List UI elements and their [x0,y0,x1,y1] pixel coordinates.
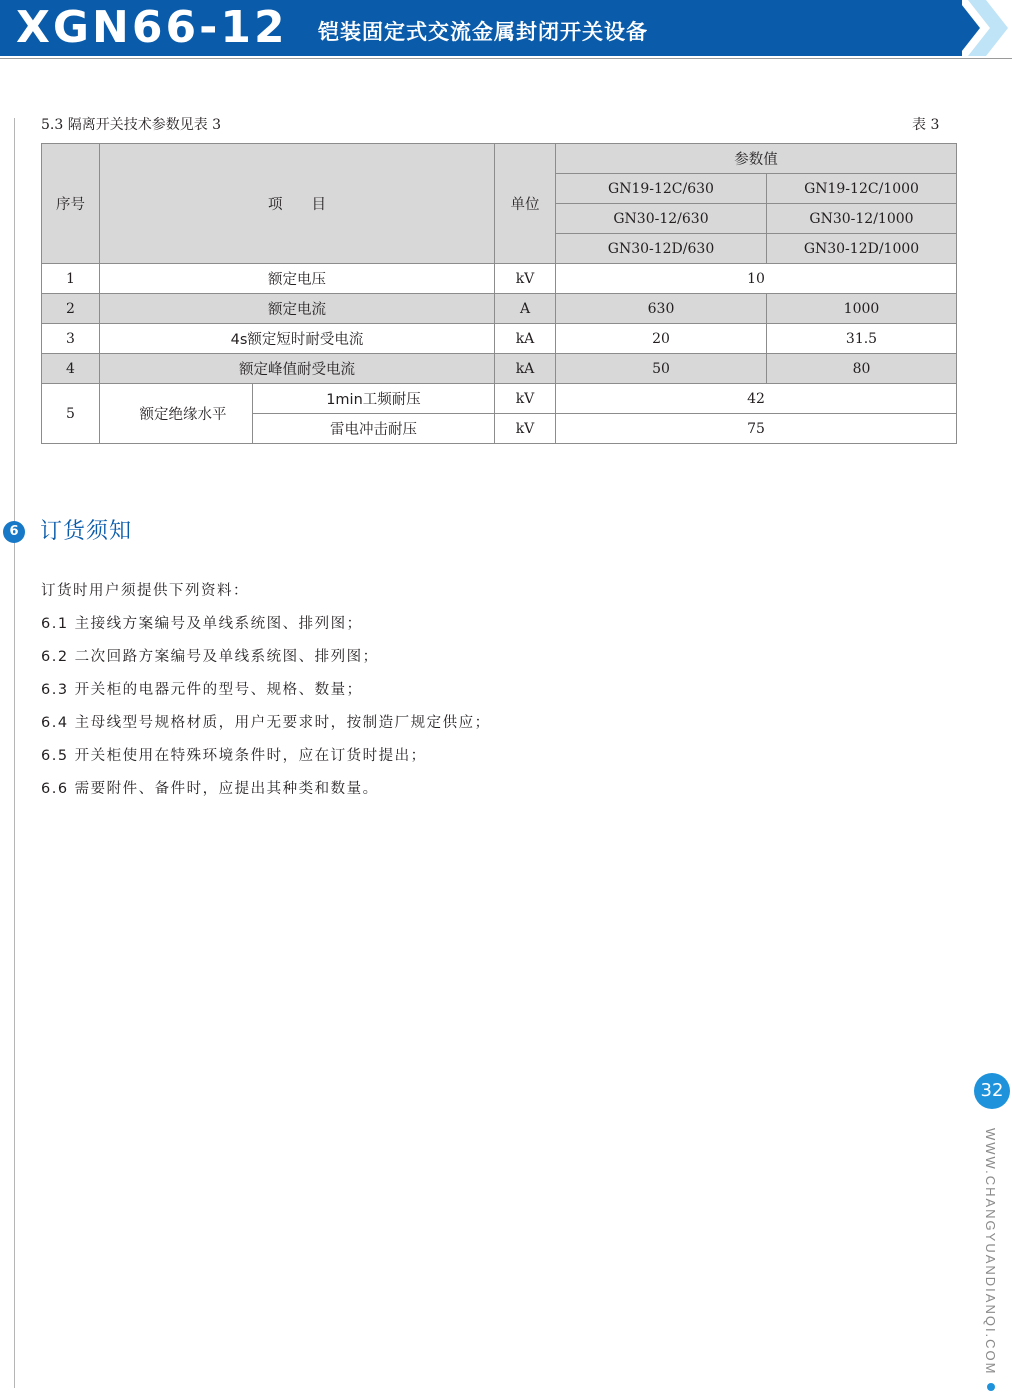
header-item: 项 目 [100,144,495,264]
row-unit: kV [495,264,556,294]
dot-icon [987,1383,995,1391]
table-row [42,264,957,294]
model-cell: GN19-12C/1000 [767,174,957,204]
row-unit: kV [495,384,556,414]
list-item: 6.2 二次回路方案编号及单线系统图、排列图； [41,649,379,665]
table-row [42,384,957,414]
row-item: 4s额定短时耐受电流 [100,324,495,354]
header-divider [0,58,1012,59]
list-item: 6.4 主母线型号规格材质，用户无要求时，按制造厂规定供应； [41,715,491,731]
row-seq: 1 [42,264,100,294]
model-cell: GN30-12D/630 [556,234,767,264]
row-seq: 5 [42,384,100,444]
header-params: 参数值 [556,144,957,174]
row-value-630: 630 [556,294,767,324]
website-url: WWW.CHANGYUANDIANQI.COM [983,1128,998,1376]
ordering-list [41,578,491,809]
section-title: 订货须知 [40,519,133,544]
model-cell: GN30-12/1000 [767,204,957,234]
row-value: 42 [556,384,957,414]
page-number: 32 [974,1073,1010,1109]
row-item: 额定绝缘水平 [100,384,253,444]
row-seq: 3 [42,324,100,354]
row-item: 额定电流 [100,294,495,324]
row-value: 75 [556,414,957,444]
left-margin-rule [14,118,15,1388]
product-model: XGN66-12 [16,2,288,53]
list-item: 6.6 需要附件、备件时，应提出其种类和数量。 [41,781,379,797]
row-item: 额定电压 [100,264,495,294]
table-caption: 5.3 隔离开关技术参数见表 3 [41,117,222,133]
row-value-1000: 80 [767,354,957,384]
list-item: 6.5 开关柜使用在特殊环境条件时，应在订货时提出； [41,748,427,764]
row-seq: 4 [42,354,100,384]
row-value-1000: 31.5 [767,324,957,354]
ordering-intro: 订货时用户须提供下列资料： [41,583,249,599]
list-item: 6.1 主接线方案编号及单线系统图、排列图； [41,616,363,632]
row-value-630: 20 [556,324,767,354]
model-cell: GN30-12D/1000 [767,234,957,264]
disconnector-spec-table [41,143,957,444]
row-seq: 2 [42,294,100,324]
table-row [42,354,957,384]
model-cell: GN30-12/630 [556,204,767,234]
insulation-sub-item: 雷电冲击耐压 [253,414,495,444]
model-cell: GN19-12C/630 [556,174,767,204]
header-seq: 序号 [42,144,100,264]
product-title: 铠装固定式交流金属封闭开关设备 [318,20,648,44]
row-unit: kA [495,324,556,354]
row-unit: kA [495,354,556,384]
page-header [0,0,1012,56]
table-number: 表 3 [912,117,940,133]
row-unit: A [495,294,556,324]
table-row [42,294,957,324]
row-unit: kV [495,414,556,444]
insulation-sub-item: 1min工频耐压 [253,384,495,414]
row-item: 额定峰值耐受电流 [100,354,495,384]
row-value: 10 [556,264,957,294]
header-unit: 单位 [495,144,556,264]
table-row [42,324,957,354]
row-value-630: 50 [556,354,767,384]
section-number-badge: 6 [3,521,25,543]
table-header-row [42,144,957,174]
list-item: 6.3 开关柜的电器元件的型号、规格、数量； [41,682,363,698]
row-value-1000: 1000 [767,294,957,324]
